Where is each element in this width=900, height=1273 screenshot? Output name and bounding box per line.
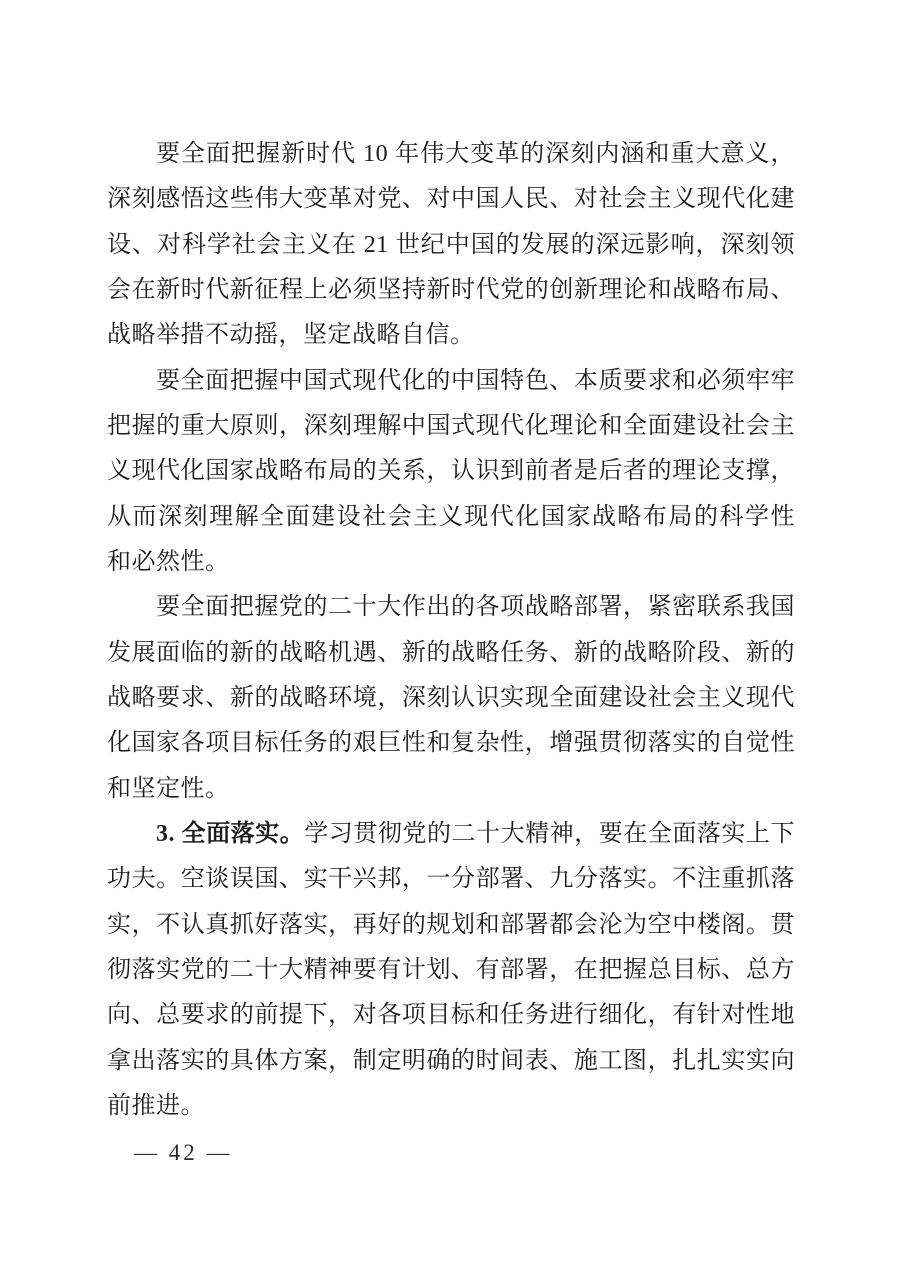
document-body [107,132,795,1129]
text-line: 前推进。 [107,1092,205,1119]
text-line: 战略举措不动摇，坚定战略自信。 [107,322,475,349]
text-line: 要全面把握新时代 10 年伟大变革的深刻内涵和重大意义， [156,141,795,167]
text-line: 彻落实党的二十大精神要有计划、有部署，在把握总目标、总方 [107,956,795,983]
text-line: 3. 全面落实。学习贯彻党的二十大精神，要在全面落实上下 [156,820,796,847]
text-line: 会在新时代新征程上必须坚持新时代党的创新理论和战略布局、 [107,276,795,303]
text-line: 拿出落实的具体方案，制定明确的时间表、施工图，扎扎实实向 [107,1047,795,1074]
text-line: 战略要求、新的战略环境，深刻认识实现全面建设社会主义现代 [107,684,795,711]
text-line: 实，不认真抓好落实，再好的规划和部署都会沦为空中楼阁。贯 [107,911,795,938]
text-line: 功夫。空谈误国、实干兴邦，一分部署、九分落实。不注重抓落 [107,866,795,893]
paragraph-lead-bold: 3. 全面落实。 [156,820,305,847]
text-line: 义现代化国家战略布局的关系，认识到前者是后者的理论支撑， [107,458,795,485]
text-line: 和坚定性。 [107,775,230,802]
page-number-label: — 42 — [134,1140,233,1165]
text-line: 发展面临的新的战略机遇、新的战略任务、新的战略阶段、新的 [107,639,795,666]
text-line: 要全面把握党的二十大作出的各项战略部署，紧密联系我国 [156,594,795,621]
text-line: 和必然性。 [107,548,230,575]
page-number [134,1140,233,1166]
text-line: 把握的重大原则，深刻理解中国式现代化理论和全面建设社会主 [107,412,795,439]
text-line: 设、对科学社会主义在 21 世纪中国的发展的深远影响，深刻领 [107,231,795,258]
text-line: 化国家各项目标任务的艰巨性和复杂性，增强贯彻落实的自觉性 [107,730,795,757]
text-line: 要全面把握中国式现代化的中国特色、本质要求和必须牢牢 [156,367,795,394]
text-line: 深刻感悟这些伟大变革对党、对中国人民、对社会主义现代化建 [107,186,795,213]
text-line: 向、总要求的前提下，对各项目标和任务进行细化，有针对性地 [107,1002,795,1029]
text-line: 从而深刻理解全面建设社会主义现代化国家战略布局的科学性 [107,503,795,530]
